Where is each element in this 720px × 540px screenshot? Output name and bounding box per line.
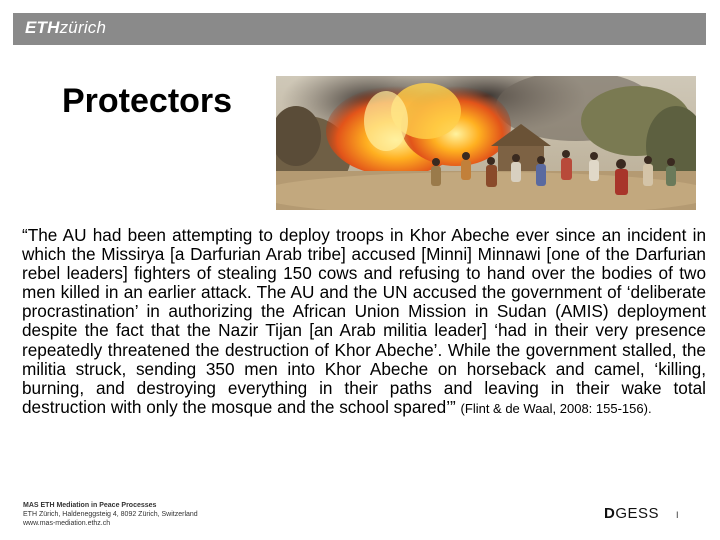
logo-zurich-text: zürich [59, 18, 107, 37]
quote-paragraph [22, 226, 706, 418]
footer-address: ETH Zürich, Haldeneggsteig 4, 8092 Zürich, Switzerland [23, 511, 198, 518]
page-title: Protectors [62, 82, 233, 120]
footer-info [23, 501, 198, 528]
footer-website: www.mas-mediation.ethz.ch [23, 520, 111, 527]
footer-org: MAS ETH Mediation in Peace Processes [23, 502, 157, 509]
header-bar [13, 13, 706, 45]
burning-village-photo [276, 76, 696, 210]
quote-text: “The AU had been attempting to deploy troops in Khor Abeche ever since an incident in which the Missirya [a Darfurian Arab tribe] accused [Minni] Minnawi [one of the Darfurian rebel leaders] fighters of stealing 150 cows and refusing to hand over the bodies of two men killed in an earlier attack. The AU and the UN accused the government of ‘deliberate procrastination’ in authorizing the African Union Mission in Sudan (AMIS) deployment despite the fact that the Nazir Tijan [an Arab militia leader] ‘had in their very presence repeatedly threatened the destruction of Khor Abeche’. While the government stalled, the militia struck, sending 350 men into Khor Abeche on horseback and camel, ‘killing, burning, and destroying everything in their paths and leaving in their wake total destruction with only the mosque and the school spared’” [22, 225, 706, 417]
citation: (Flint & de Waal, 2008: 155-156). [460, 400, 652, 416]
logo-eth-text: ETH [25, 18, 60, 37]
eth-zurich-logo [25, 18, 106, 38]
page-number: I [676, 510, 679, 520]
dgess-logo-d: D [604, 505, 616, 522]
dgess-logo-gess: GESS [615, 505, 660, 522]
dgess-logo [604, 505, 659, 522]
